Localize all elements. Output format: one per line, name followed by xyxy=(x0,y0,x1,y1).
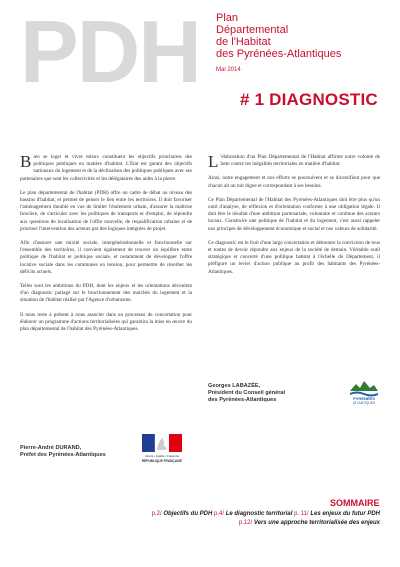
toc-line xyxy=(152,510,380,519)
toc-title: Les enjeux du futur PDH xyxy=(310,511,380,517)
paragraph: Afin d'assurer une mixité sociale, intergénérationnelle et fonctionnelle sur l'ensemble des territoires, il convient également de trouver un équilibre entre politique de l'habitat et politique sociale, et notamment de développer l'offre locative sociale dans les communes en tension, pour permettre de résorber les déficits actuels. xyxy=(20,240,192,275)
plan-title-line: des Pyrénées-Atlantiques xyxy=(216,48,342,60)
toc-title: Le diagnostic territorial xyxy=(225,511,293,517)
paragraph-text: ien se loger et vivre mieux constituent les objectifs prioritaires des politiques publiques en matière d'habitat. L'Etat est garant des objectifs nationaux du logement et de la déclinaison des politiques publiques avec ses partenaires que sont les collectivités et les délégataires des aides à la pierre. xyxy=(20,154,192,182)
paragraph-text: 'élaboration d'un Plan Départemental de l'Habitat affirme notre volonté de lutte contre les inégalités territoriales en matière d'habitat. xyxy=(220,154,380,168)
logo-text-line: ATLANTIQUES xyxy=(353,401,375,405)
toc-title: Vers une approche territorialisée des enjeux xyxy=(253,520,380,526)
toc-title: Objectifs du PDH xyxy=(163,511,213,517)
flag-blue xyxy=(142,434,155,452)
paragraph xyxy=(20,154,192,183)
paragraph: Le plan départemental de l'habitat (PDH) offre un cadre de débat au niveau des bassins d'habitat, et permet de penser le lien entre les territoires. Il doit favoriser l'aménagement durable en vue de limiter l'étalement urbain, d'assurer la maîtrise foncière, de s'articuler avec les politiques de transports et d'emploi, de répondre aux questions de localisation de l'offre nouvelle, de requalification urbaine et de prioriser l'intervention des acteurs par des logiques intégrées de projet. xyxy=(20,189,192,232)
toc-page: p.4/ xyxy=(214,511,225,517)
drop-cap: L xyxy=(208,152,219,171)
signature-line: Pierre-André DURAND, xyxy=(20,445,82,451)
right-column xyxy=(208,154,380,283)
plan-title-line: Plan xyxy=(216,12,239,24)
toc-page: p.2/ xyxy=(151,511,162,517)
paragraph: Il nous reste à présent à nous associer dans un processus de concertation pour élaborer un programme d'actions territorialisées qui garantira la mise en œuvre du plan départemental de l'habitat des Pyrénées-Atlantiques. xyxy=(20,311,192,333)
logo-text-line: PYRÉNÉES xyxy=(353,396,375,401)
plan-title xyxy=(216,12,396,60)
paragraph xyxy=(208,152,380,171)
flag-red xyxy=(169,434,182,452)
toc-line xyxy=(152,519,380,528)
table-of-contents xyxy=(152,510,380,528)
prefect-signature xyxy=(20,445,106,459)
signature-line: des Pyrénées-Atlantiques xyxy=(208,397,277,403)
paragraph: Ce Plan Départemental de l'Habitat des Pyrénées-Atlantiques doit être plus qu'un outil d'analyse, de réflexion et d'orientation conforme à une obligation légale. Il doit être le résultat d'une ambition partenariale, volontaire et continue des acteurs locaux. Construire une politique de l'habitat et du logement, c'est aussi rappeler nos principes de développement économique et social et nos valeurs de solidarité. xyxy=(208,196,380,232)
left-column xyxy=(20,154,192,340)
republique-francaise-logo xyxy=(140,432,184,466)
signature-line: Préfet des Pyrénées-Atlantiques xyxy=(20,452,106,458)
paragraph: Telles sont les ambitions du PDH, dont les enjeux et les orientations découlent d'un diagnostic partagé sur le fonctionnement des marchés du logement et la situation de l'habitat réalisé par l'Agence d'urbanisme. xyxy=(20,283,192,304)
logo-caption: RÉPUBLIQUE FRANÇAISE xyxy=(141,459,183,463)
pdh-logo: PDH xyxy=(20,2,200,101)
drop-cap: B xyxy=(20,152,32,171)
president-signature xyxy=(208,383,285,404)
publication-date: Mai 2014 xyxy=(216,67,241,73)
plan-title-line: Départemental xyxy=(216,24,289,36)
paragraph: Ce diagnostic est le fruit d'une large concertation et démontre la conviction de tous et toutes de devoir répondre aux enjeux de la société de demain. Véritable outil stratégique et concerté d'une politique habitat à l'échelle du Département, il préfigure un levier d'action publique au profit des habitants des Pyrénées-Atlantiques. xyxy=(208,239,380,275)
pyrenees-atlantiques-logo xyxy=(346,375,382,405)
paragraph: Ainsi, notre engagement et nos efforts se poursuivent et se diversifient pour que chacun ait un toit digne et correspondant à ses besoins. xyxy=(208,175,380,189)
section-heading: # 1 DIAGNOSTIC xyxy=(240,90,378,109)
toc-page: p.12/ xyxy=(238,520,253,526)
toc-page: p. 11/ xyxy=(294,511,309,517)
sommaire-heading: SOMMAIRE xyxy=(330,498,380,508)
logo-motto: Liberté • Égalité • Fraternité xyxy=(144,454,180,458)
mountain-shape xyxy=(350,381,378,391)
plan-title-line: de l'Habitat xyxy=(216,36,271,48)
signature-line: Président du Conseil général xyxy=(208,390,286,396)
signature-line: Georges LABAZÉE, xyxy=(208,383,261,389)
